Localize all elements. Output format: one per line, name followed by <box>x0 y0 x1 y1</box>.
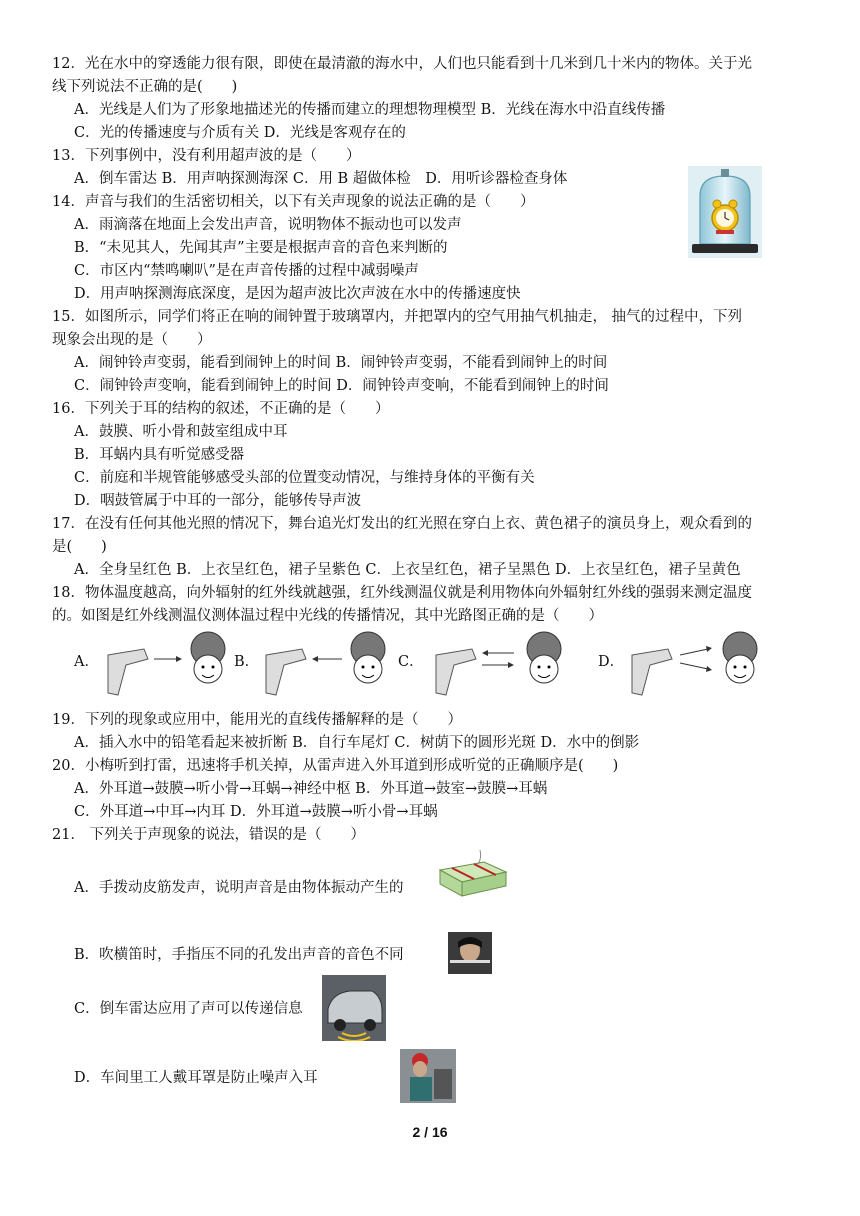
q13-options: A．倒车雷达 B．用声呐探测海深 C．用 B 超做体检 D．用听诊器检查身体 <box>74 171 568 187</box>
q14-option-c: C．市区内“禁鸣喇叭”是在声音传播的过程中减弱噪声 <box>74 263 419 279</box>
q17-options: A．全身呈红色 B．上衣呈红色，裙子呈紫色 C．上衣呈红色，裙子呈黑色 D．上衣呈红色，裙子呈黄色 <box>74 562 741 578</box>
thermometer-gun-icon <box>632 649 672 695</box>
q20-options-cd: C．外耳道→中耳→内耳 D．外耳道→鼓膜→听小骨→耳蜗 <box>74 804 438 820</box>
q12-stem-line1: 12．光在水中的穿透能力很有限，即使在最清澈的海水中，人们也只能看到十几米到几十米内的物体。关于光 <box>52 56 752 72</box>
q15-stem-line2: 现象会出现的是（ ） <box>52 332 212 348</box>
q18-diagram-a <box>104 625 234 701</box>
child-head-icon <box>723 632 757 683</box>
q15-stem-line1: 15．如图所示，同学们将正在响的闹钟置于玻璃罩内，并把罩内的空气用抽气机抽走， 抽气的过程中，下列 <box>52 309 743 325</box>
q16-option-b: B．耳蜗内具有听觉感受器 <box>74 447 245 463</box>
q18-label-c: C． <box>398 654 424 670</box>
worker-earmuffs-image <box>400 1049 456 1103</box>
child-head-icon <box>191 632 225 683</box>
q15-options-ab: A．闹钟铃声变弱，能看到闹钟上的时间 B．闹钟铃声变弱，不能看到闹钟上的时间 <box>74 355 608 371</box>
q16-option-a: A．鼓膜、听小骨和鼓室组成中耳 <box>74 424 288 440</box>
bell-jar-alarm-clock-image <box>688 166 762 258</box>
q19-stem: 19．下列的现象或应用中，能用光的直线传播解释的是（ ） <box>52 712 462 728</box>
q18-label-d: D． <box>598 654 625 670</box>
q14-option-b: B．“未见其人，先闻其声”主要是根据声音的音色来判断的 <box>74 240 448 256</box>
q21-option-c: C．倒车雷达应用了声可以传递信息 <box>74 1001 303 1017</box>
q18-diagram-b <box>262 625 392 701</box>
thermometer-gun-icon <box>436 649 476 695</box>
q15-options-cd: C．闹钟铃声变响，能看到闹钟上的时间 D．闹钟铃声变响，不能看到闹钟上的时间 <box>74 378 609 394</box>
q20-stem: 20．小梅听到打雷，迅速将手机关掉，从雷声进入外耳道到形成听觉的正确顺序是( ) <box>52 758 619 774</box>
q17-stem-line1: 17．在没有任何其他光照的情况下，舞台追光灯发出的红光照在穿白上衣、黄色裙子的演员身上，观众看到的 <box>52 516 752 532</box>
thermometer-gun-icon <box>108 649 148 695</box>
child-head-icon <box>527 632 561 683</box>
page-number: 2 / 16 <box>412 1124 448 1140</box>
q18-diagram-c <box>432 625 572 701</box>
rubber-band-box-image <box>434 848 510 898</box>
q16-stem: 16．下列关于耳的结构的叙述，不正确的是（ ） <box>52 401 390 417</box>
q16-option-d: D．咽鼓管属于中耳的一部分，能够传导声波 <box>74 493 362 509</box>
q21-option-a: A．手拨动皮筋发声，说明声音是由物体振动产生的 <box>74 880 404 896</box>
thermometer-gun-icon <box>266 649 306 695</box>
q21-stem: 21． 下列关于声现象的说法，错误的是（ ） <box>52 827 366 843</box>
q14-option-d: D．用声呐探测海底深度，是因为超声波比次声波在水中的传播速度快 <box>74 286 521 302</box>
q21-option-d: D．车间里工人戴耳罩是防止噪声入耳 <box>74 1070 318 1086</box>
q20-options-ab: A．外耳道→鼓膜→听小骨→耳蜗→神经中枢 B．外耳道→鼓室→鼓膜→耳蜗 <box>74 781 548 797</box>
q18-diagram-d <box>628 625 768 701</box>
flute-player-image <box>448 932 492 974</box>
q14-option-a: A．雨滴落在地面上会发出声音，说明物体不振动也可以发声 <box>74 217 462 233</box>
q21-option-b: B．吹横笛时，手指压不同的孔发出声音的音色不同 <box>74 947 404 963</box>
q18-label-a: A． <box>74 654 99 670</box>
q18-stem-line2: 的。如图是红外线测温仪测体温过程中光线的传播情况，其中光路图正确的是（ ） <box>52 608 603 624</box>
q19-options: A．插入水中的铅笔看起来被折断 B．自行车尾灯 C．树荫下的圆形光斑 D．水中的倒影 <box>74 735 640 751</box>
q12-stem-line2: 线下列说法不正确的是( ) <box>52 79 238 95</box>
q14-stem: 14．声音与我们的生活密切相关，以下有关声现象的说法正确的是（ ） <box>52 194 535 210</box>
child-head-icon <box>351 632 385 683</box>
q16-option-c: C．前庭和半规管能够感受头部的位置变动情况，与维持身体的平衡有关 <box>74 470 535 486</box>
q12-options-ab: A．光线是人们为了形象地描述光的传播而建立的理想物理模型 B．光线在海水中沿直线传播 <box>74 102 666 118</box>
reversing-radar-car-image <box>322 975 386 1041</box>
q18-stem-line1: 18．物体温度越高，向外辐射的红外线就越强，红外线测温仪就是利用物体向外辐射红外线的强弱来测定温度 <box>52 585 752 601</box>
q13-stem: 13．下列事例中，没有利用超声波的是（ ） <box>52 148 361 164</box>
q18-label-b: B． <box>234 654 260 670</box>
q17-stem-line2: 是( ) <box>52 539 107 555</box>
q12-options-cd: C．光的传播速度与介质有关 D．光线是客观存在的 <box>74 125 406 141</box>
